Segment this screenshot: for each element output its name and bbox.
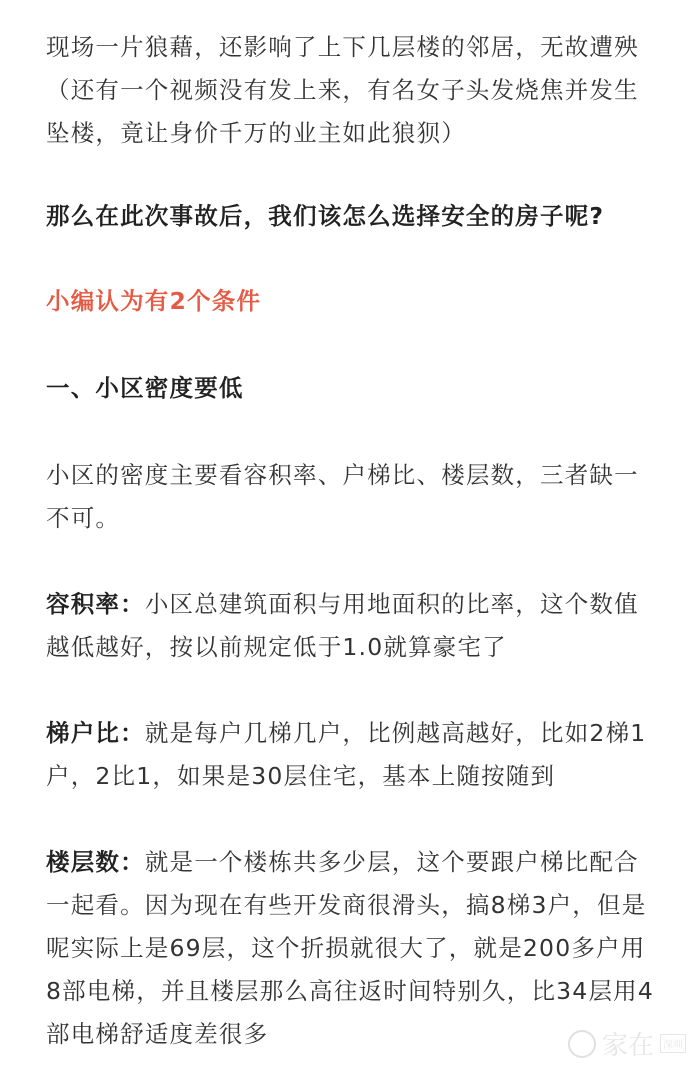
question-paragraph: 那么在此次事故后，我们该怎么选择安全的房子呢?	[46, 202, 605, 230]
term-description: 小区总建筑面积与用地面积的比率，这个数值越低越好，按以前规定低于1.0就算豪宅了	[46, 590, 639, 661]
highlight-paragraph: 小编认为有2个条件	[46, 287, 262, 315]
watermark-text: 家在	[601, 1031, 654, 1061]
term-label: 楼层数：	[46, 848, 145, 876]
watermark-subtext: 深圳	[660, 1034, 686, 1053]
watermark-logo-icon	[568, 1030, 596, 1058]
site-watermark	[568, 1025, 686, 1062]
intro-paragraph: 现场一片狼藉，还影响了上下几层楼的邻居，无故遭殃（还有一个视频没有发上来，有名女子头发烧焦并发生坠楼，竟让身价千万的业主如此狼狈）	[46, 33, 639, 147]
article-body	[46, 0, 658, 1056]
term-description: 就是一个楼栋共多少层，这个要跟户梯比配合一起看。因为现在有些开发商很滑头，搞8梯3户，但是呢实际上是69层，这个折损就很大了，就是200多户用8部电梯，并且楼层那么高往返时间特别久，比34层用4部电梯舒适度差很多	[46, 848, 655, 1048]
density-intro-paragraph: 小区的密度主要看容积率、户梯比、楼层数，三者缺一不可。	[46, 461, 639, 532]
term-plot-ratio	[46, 583, 658, 669]
term-description: 就是每户几梯几户，比例越高越好，比如2梯1户，2比1，如果是30层住宅，基本上随按随到	[46, 719, 647, 790]
term-floor-count	[46, 841, 658, 1056]
term-elevator-ratio	[46, 712, 658, 798]
section-heading: 一、小区密度要低	[46, 374, 244, 402]
term-label: 梯户比：	[46, 719, 145, 747]
term-label: 容积率：	[46, 590, 145, 618]
